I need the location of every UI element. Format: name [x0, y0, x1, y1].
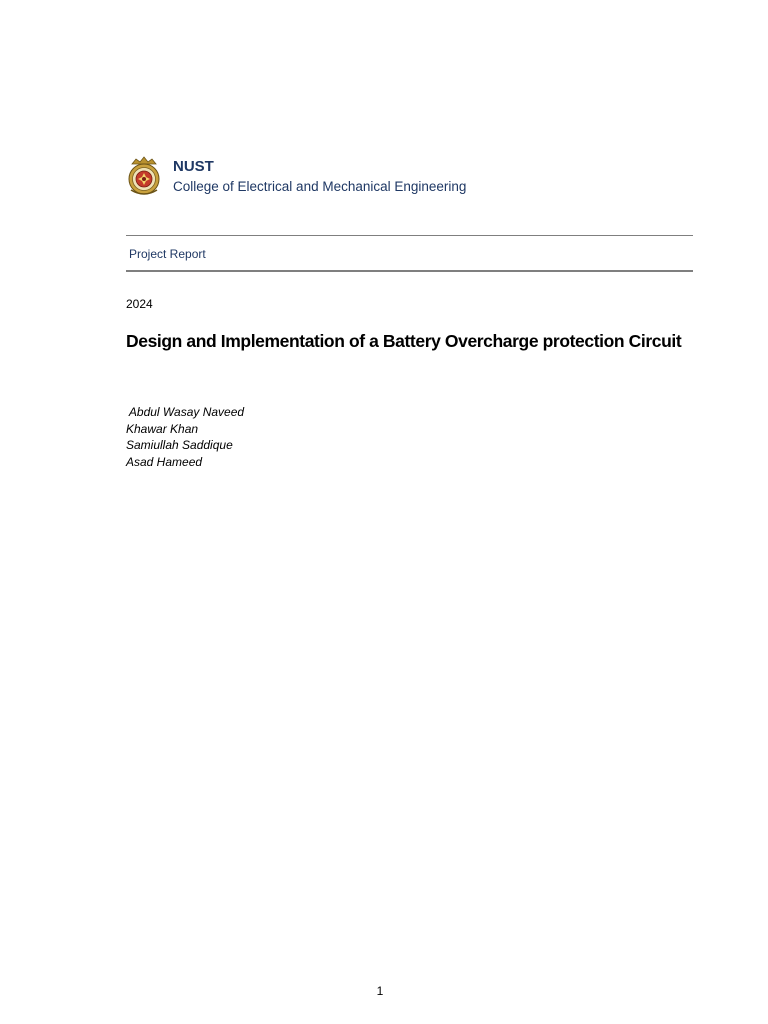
author-name: Asad Hameed: [126, 455, 203, 470]
header-divider-bottom: [126, 270, 693, 272]
report-year: 2024: [126, 297, 153, 311]
author-name: Khawar Khan: [126, 421, 199, 436]
header-divider-top: [126, 235, 693, 236]
author-name: Samiullah Saddique: [126, 438, 233, 453]
author-list: [126, 404, 244, 471]
page-number: 1: [376, 984, 384, 998]
report-type-label: Project Report: [129, 247, 206, 261]
nust-crest-icon: [127, 156, 161, 198]
document-title: Design and Implementation of a Battery Overcharge protection Circuit: [126, 331, 682, 351]
college-name: College of Electrical and Mechanical Engineering: [173, 179, 467, 194]
author-name: Abdul Wasay Naveed: [126, 405, 245, 419]
org-name: NUST: [173, 158, 214, 175]
